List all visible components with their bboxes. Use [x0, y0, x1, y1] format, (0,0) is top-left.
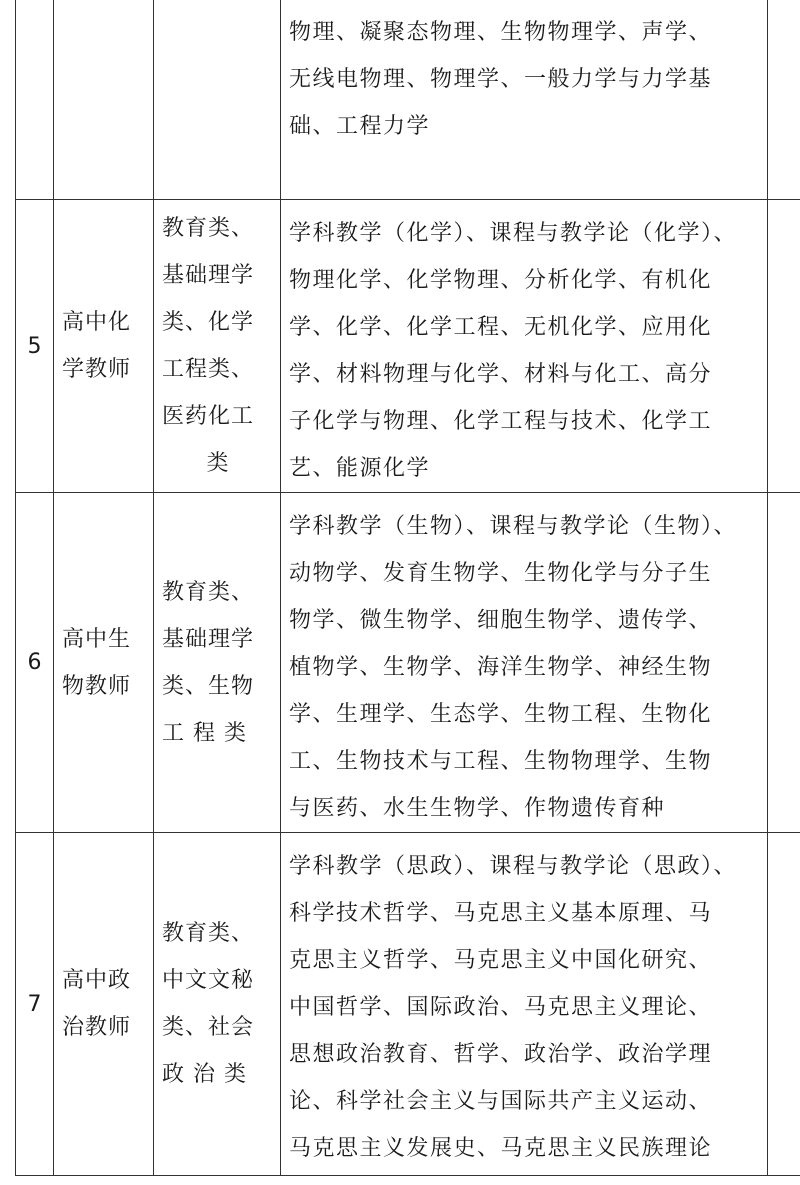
- position-name: 高中政 治教师: [54, 833, 154, 1176]
- remarks-cell: [768, 200, 800, 493]
- education-category: 教育类、 基础理学 类、生物 工 程 类: [154, 493, 281, 833]
- major-line: 论、科学社会主义与国际共产主义运动、: [289, 1089, 713, 1114]
- major-line: 科学技术哲学、马克思主义基本原理、马: [289, 901, 713, 926]
- major-line: 植物学、生物学、海洋生物学、神经生物: [289, 655, 713, 680]
- table-row: [16, 493, 800, 833]
- table-row: [16, 200, 800, 493]
- major-line: 动物学、发育生物学、生物化学与分子生: [289, 561, 713, 586]
- major-line: 艺、能源化学: [289, 456, 431, 481]
- major-line: 无线电物理、物理学、一般力学与力学基: [289, 67, 713, 92]
- major-line: 学、化学、化学工程、无机化学、应用化: [289, 315, 713, 340]
- table-row: [16, 0, 800, 200]
- table-row: [16, 833, 800, 1176]
- position-name: 高中生 物教师: [54, 493, 154, 833]
- major-line: 子化学与物理、化学工程与技术、化学工: [289, 409, 713, 434]
- major-line: 学科教学（生物）、课程与教学论（生物）、: [289, 514, 738, 539]
- row-number: 5: [16, 200, 54, 493]
- position-name: 高中化 学教师: [54, 200, 154, 493]
- remarks-cell: [768, 833, 800, 1176]
- major-line: 学科教学（化学）、课程与教学论（化学）、: [289, 221, 738, 246]
- major-line: 物学、微生物学、细胞生物学、遗传学、: [289, 608, 713, 633]
- major-list: [281, 493, 768, 833]
- major-line: 与医药、水生生物学、作物遗传育种: [289, 796, 666, 821]
- remarks-cell: [768, 493, 800, 833]
- education-category: 教育类、 基础理学 类、化学 工程类、 医药化工 类: [154, 200, 281, 493]
- major-list: [281, 200, 768, 493]
- major-list: [281, 833, 768, 1176]
- major-line: 马克思主义发展史、马克思主义民族理论: [289, 1136, 713, 1161]
- major-line: 物理、凝聚态物理、生物物理学、声学、: [289, 20, 713, 45]
- major-line: 础、工程力学: [289, 114, 431, 139]
- major-list: [281, 0, 768, 200]
- requirements-table: [15, 0, 800, 1176]
- major-line: 物理化学、化学物理、分析化学、有机化: [289, 268, 713, 293]
- education-category: [154, 0, 281, 200]
- row-number: 6: [16, 493, 54, 833]
- major-line: 学、材料物理与化学、材料与化工、高分: [289, 362, 713, 387]
- major-line: 思想政治教育、哲学、政治学、政治学理: [289, 1042, 713, 1067]
- major-line: 学、生理学、生态学、生物工程、生物化: [289, 702, 713, 727]
- row-number: [16, 0, 54, 200]
- major-line: 克思主义哲学、马克思主义中国化研究、: [289, 948, 713, 973]
- major-line: 工、生物技术与工程、生物物理学、生物: [289, 749, 713, 774]
- major-line: 学科教学（思政）、课程与教学论（思政）、: [289, 854, 738, 879]
- remarks-cell: [768, 0, 800, 200]
- major-line: 中国哲学、国际政治、马克思主义理论、: [289, 995, 713, 1020]
- position-name: [54, 0, 154, 200]
- row-number: 7: [16, 833, 54, 1176]
- education-category: 教育类、 中文文秘 类、社会 政 治 类: [154, 833, 281, 1176]
